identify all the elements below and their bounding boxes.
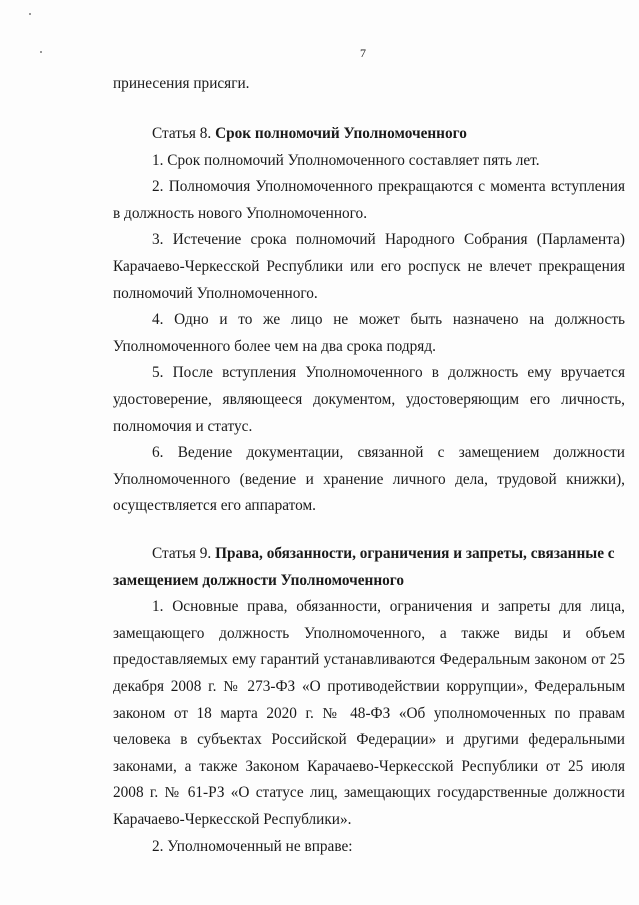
scan-speck: [40, 51, 42, 53]
article-9: [113, 541, 625, 860]
article-8-item: 3. Истечение срока полномочий Народного Собрания (Парламента) Карачаево-Черкесской Республики или его роспуск не влечет прекращения полномочий Уполномоченного.: [113, 231, 625, 302]
article-8: [113, 121, 625, 520]
article-8-heading: [113, 121, 625, 148]
article-9-item: 1. Основные права, обязанности, ограничения и запреты для лица, замещающего должность Уполномоченного, а также виды и объем предоставляемых ему гарантий устанавливаются Федеральным законом от 25 декабря 2008 г. № 273-ФЗ «О противодействии коррупции», Федеральным законом от 18 марта 2020 г. № 48-ФЗ «Об уполномоченных по правам человека в субъектах Российской Федерации» и другими федеральными законами, а также Законом Карачаево-Черкесской Республики от 25 июля 2008 г. № 61-РЗ «О статусе лиц, замещающих государственные должности Карачаево-Черкесской Республики».: [113, 598, 625, 828]
article-8-title: Срок полномочий Уполномоченного: [215, 125, 467, 142]
article-8-item: 6. Ведение документации, связанной с замещением должности Уполномоченного (ведение и хранение личного дела, трудовой книжки), осуществляется его аппаратом.: [113, 444, 625, 515]
article-9-heading: [113, 541, 625, 594]
continuation-paragraph: [113, 71, 625, 98]
article-9-title: Права, обязанности, ограничения и запреты, связанные с замещением должности Уполномоченного: [113, 545, 615, 589]
article-8-item: 1. Срок полномочий Уполномоченного составляет пять лет.: [152, 151, 540, 169]
continuation-text: принесения присяги.: [113, 75, 250, 92]
article-8-number: Статья 8.: [152, 125, 212, 142]
article-8-item: 4. Одно и то же лицо не может быть назначено на должность Уполномоченного более чем на два срока подряд.: [113, 311, 625, 355]
article-8-item: 5. После вступления Уполномоченного в должность ему вручается удостоверение, являющееся документом, удостоверяющим его личность, полномочия и статус.: [113, 364, 625, 435]
page-number: 7: [360, 46, 366, 60]
article-9-number: Статья 9.: [152, 545, 212, 562]
scan-speck: [29, 13, 31, 15]
article-8-item: 2. Полномочия Уполномоченного прекращаются с момента вступления в должность нового Уполномоченного.: [113, 178, 625, 222]
article-9-item: 2. Уполномоченный не вправе:: [152, 837, 353, 855]
